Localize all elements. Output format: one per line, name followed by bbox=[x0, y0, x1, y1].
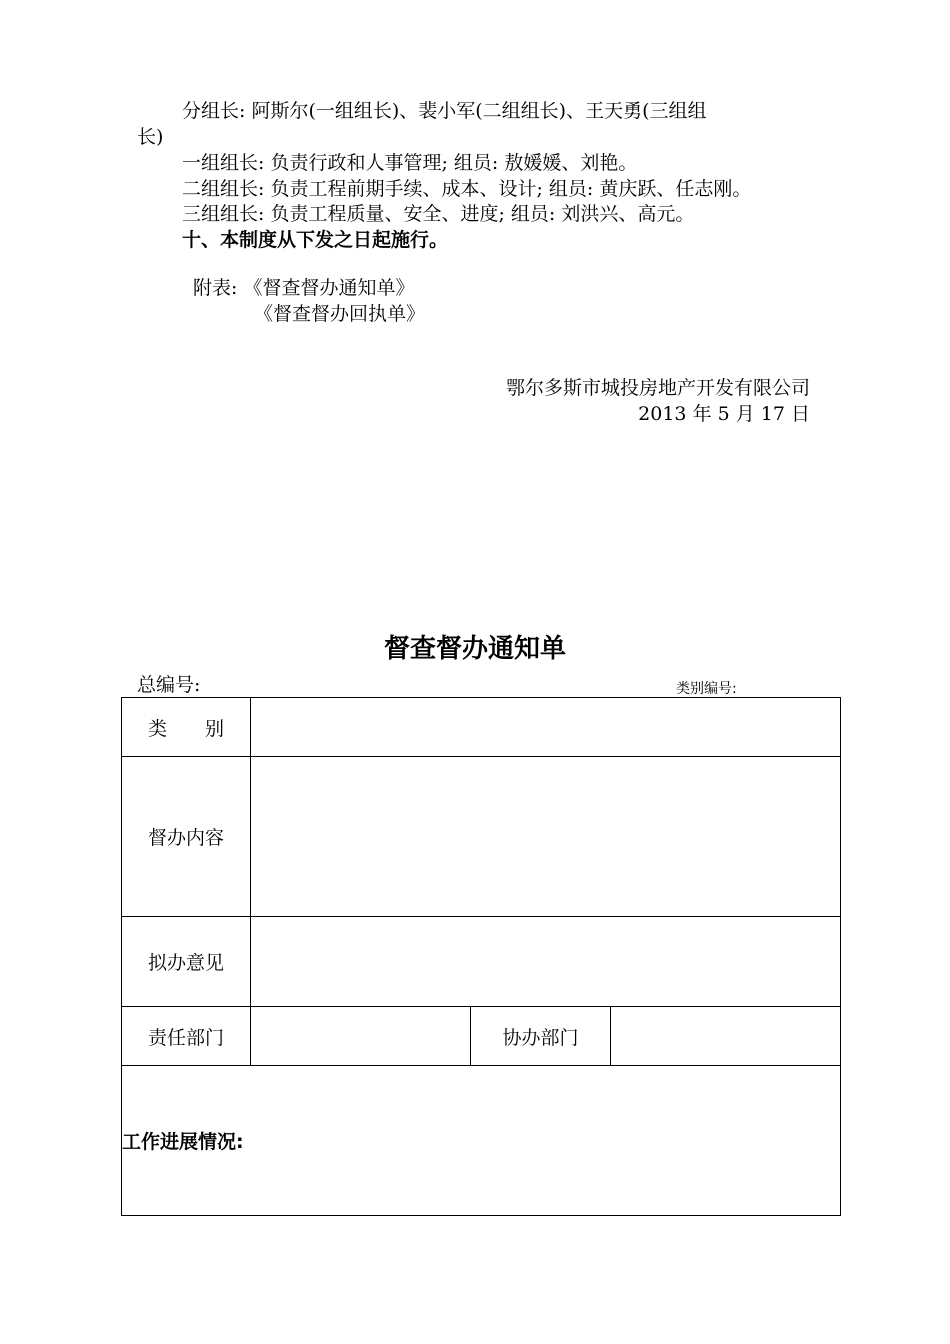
progress-label: 工作进展情况: bbox=[122, 1131, 244, 1153]
attachment-label: 附表: 《督查督办通知单》 bbox=[193, 277, 415, 299]
content-label: 督办内容 bbox=[122, 757, 251, 917]
assist-dept-label: 协办部门 bbox=[471, 1007, 611, 1066]
responsible-dept-field[interactable] bbox=[251, 1007, 471, 1066]
category-row bbox=[122, 698, 841, 757]
content-field[interactable] bbox=[251, 757, 841, 917]
signature-company: 鄂尔多斯市城投房地产开发有限公司 bbox=[505, 377, 810, 399]
body-line-3: 一组组长: 负责行政和人事管理; 组员: 敖媛媛、刘艳。 bbox=[182, 152, 638, 174]
department-row bbox=[122, 1007, 841, 1066]
opinion-label: 拟办意见 bbox=[122, 917, 251, 1007]
category-number-label: 类别编号: bbox=[676, 681, 737, 697]
progress-row bbox=[122, 1066, 841, 1216]
category-label: 类 别 bbox=[122, 698, 251, 757]
opinion-row bbox=[122, 917, 841, 1007]
form-title: 督查督办通知单 bbox=[383, 634, 566, 664]
notice-form-table bbox=[121, 697, 841, 1216]
attachment-item-2: 《督查督办回执单》 bbox=[254, 303, 426, 325]
total-number-label: 总编号: bbox=[137, 674, 201, 696]
content-row bbox=[122, 757, 841, 917]
responsible-dept-label: 责任部门 bbox=[122, 1007, 251, 1066]
body-line-4: 二组组长: 负责工程前期手续、成本、设计; 组员: 黄庆跃、任志刚。 bbox=[182, 178, 752, 200]
assist-dept-field[interactable] bbox=[611, 1007, 841, 1066]
body-line-1: 分组长: 阿斯尔(一组组长)、裴小军(二组组长)、王天勇(三组组 bbox=[182, 100, 707, 122]
body-line-2: 长) bbox=[137, 126, 164, 148]
body-line-5: 三组组长: 负责工程质量、安全、进度; 组员: 刘洪兴、高元。 bbox=[182, 203, 695, 225]
body-line-6: 十、本制度从下发之日起施行。 bbox=[182, 229, 449, 251]
category-field[interactable] bbox=[251, 698, 841, 757]
opinion-field[interactable] bbox=[251, 917, 841, 1007]
progress-field[interactable] bbox=[122, 1066, 841, 1216]
signature-date: 2013 年 5 月 17 日 bbox=[638, 403, 810, 425]
